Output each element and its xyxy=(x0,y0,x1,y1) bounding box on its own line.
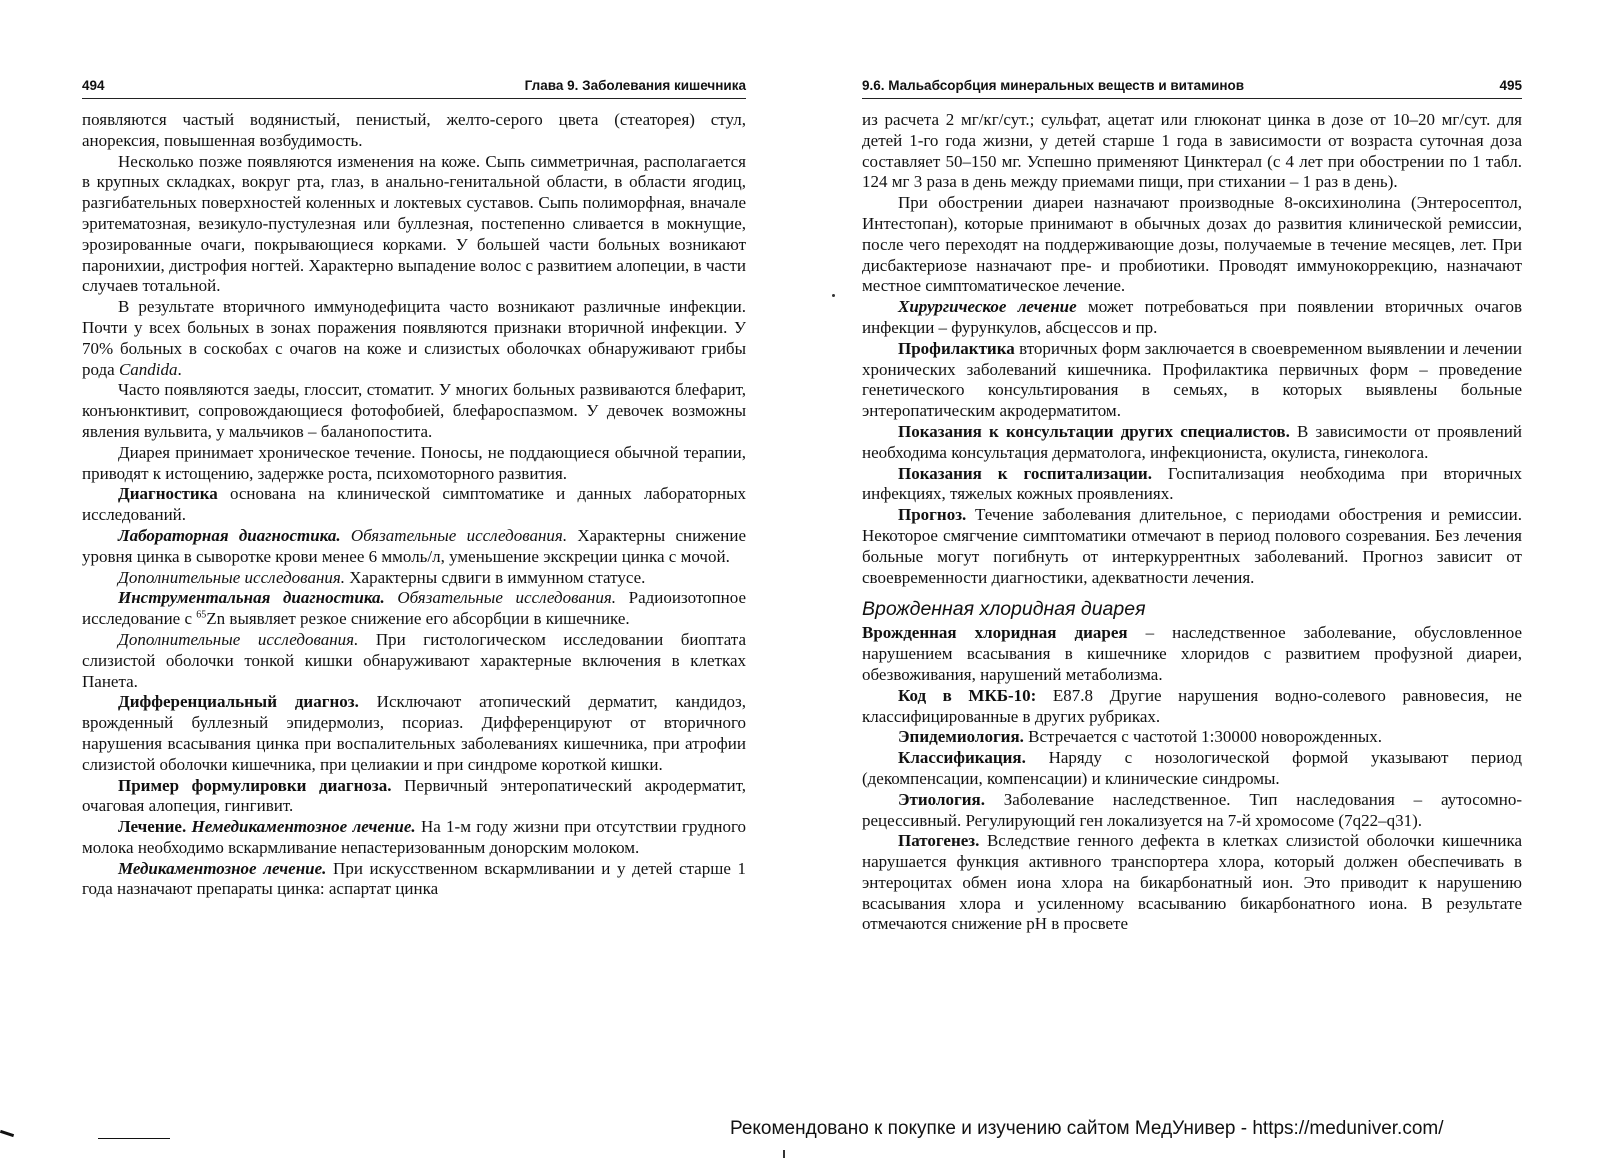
paragraph xyxy=(82,859,746,901)
text-run: Обязательные исследования. xyxy=(350,525,568,545)
text-run: При искусственном вскармливании и у детей старше 1 года назначают препараты цинка: аспартат цинка xyxy=(82,858,746,899)
superscript: 65 xyxy=(196,609,207,621)
section-heading: Врожденная хлоридная диарея xyxy=(862,598,1146,621)
text-run: Вследствие генного дефекта в клетках слизистой оболочки кишечника нарушается функция активного транспортера хлора, который должен обеспечивать в энтероцитах обмен иона хлора на бикарбонатный ион. Это приводит к нарушению всасывания хлора и усиленному всасыванию бикарбонатного иона. В результате отмечаются снижение pH в просвете xyxy=(862,831,1522,934)
paragraph xyxy=(82,817,746,859)
paragraph-lead: Профилактика xyxy=(898,338,1015,358)
paragraph xyxy=(862,339,1522,422)
left-running-title: Глава 9. Заболевания кишечника xyxy=(524,78,746,93)
text-run: Заболевание наследственное. Тип наследования – аутосомно-рецессивный. Регулирующий ген локализуется на 7-й хромосоме (7q22–q31). xyxy=(862,789,1522,830)
paragraph-lead: Показания к госпитализации. xyxy=(898,463,1152,483)
corner-mark xyxy=(0,1130,14,1137)
paragraph-lead: Диагностика xyxy=(118,484,218,504)
paragraph-lead: Дифференциальный диагноз. xyxy=(118,692,359,712)
right-text-after-heading xyxy=(862,623,1522,935)
text-run: На 1-м году жизни при отсутствии грудного молока необходимо вскармливание непастеризованным донорским молоком. xyxy=(82,817,746,857)
paragraph xyxy=(82,630,746,692)
gutter-dot xyxy=(832,294,835,297)
paragraph xyxy=(862,422,1522,464)
right-running-title: 9.6. Мальабсорбция минеральных веществ и витаминов xyxy=(862,78,1245,93)
text-run: основана на клинической симптоматике и данных лабораторных исследований. xyxy=(82,484,746,525)
paragraph xyxy=(862,297,1522,339)
paragraph-lead: Этиология. xyxy=(898,789,985,809)
paragraph xyxy=(862,686,1522,728)
text-run: Встречается с частотой 1:30000 новорожденных. xyxy=(1023,727,1383,747)
text-run: появляются частый водянистый, пенистый, желто-серого цвета (стеаторея) стул, анорексия, повышенная возбудимость. xyxy=(82,110,746,150)
paragraph xyxy=(862,727,1522,748)
paragraph-lead: Немедикаментозное лечение. xyxy=(191,817,416,837)
text-run: Течение заболевания длительное, с периодами обострения и ремиссии. Некоторое смягчение симптоматики отмечают в период полового созревания. Без лечения больные могут погибнуть от интеркуррентных заболеваний. Прогноз зависит от своевременности диагностики, адекватности лечения. xyxy=(862,505,1522,587)
text-run: Zn выявляет резкое снижение его абсорбции в кишечнике. xyxy=(206,609,630,629)
text-run: . xyxy=(177,359,182,379)
text-run: может потребоваться при появлении вторичных очагов инфекции – фурункулов, абсцессов и пр. xyxy=(862,297,1522,337)
paragraph xyxy=(862,505,1522,588)
paragraph-lead: Лабораторная диагностика. xyxy=(118,525,341,545)
left-page-number: 494 xyxy=(82,78,105,93)
text-run xyxy=(341,526,351,545)
left-page-text xyxy=(82,110,746,900)
text-run: В результате вторичного иммунодефицита часто возникают различные инфекции. Почти у всех больных в зонах поражения появляются признаки вторичной инфекции. У 70% больных в соскобах с очагов на коже и слизистых оболочках обнаруживают грибы рода xyxy=(82,297,746,379)
right-text-before-heading xyxy=(862,110,1522,588)
right-page-number: 495 xyxy=(1499,78,1522,93)
text-run: Диарея принимает хроническое течение. Поносы, не поддающиеся обычной терапии, приводят к истощению, задержке роста, психомоторного развития. xyxy=(82,442,746,483)
text-run: Наряду с нозологической формой указывают период (декомпенсации, компенсации) и клинические синдромы. xyxy=(862,748,1522,788)
paragraph-lead: Эпидемиология. xyxy=(898,727,1024,747)
text-run: Исключают атопический дерматит, кандидоз, врожденный буллезный эпидермолиз, псориаз. Дифференцируют от вторичного нарушения всасывания цинка при воспалительных заболеваниях кишечника, при атрофии слизистой оболочки кишечника, при целиакии и при синдроме короткой кишки. xyxy=(82,692,746,774)
footer-watermark-text: Рекомендовано к покупке и изучению сайтом МедУнивер - https://meduniver.com/ xyxy=(730,1118,1444,1139)
paragraph xyxy=(82,526,746,568)
paragraph xyxy=(82,776,746,818)
text-run xyxy=(385,588,398,607)
paragraph xyxy=(862,748,1522,790)
paragraph-lead: Прогноз. xyxy=(898,505,967,525)
right-running-head xyxy=(862,76,1522,99)
paragraph xyxy=(82,443,746,485)
paragraph xyxy=(82,380,746,442)
right-page-text xyxy=(862,110,1522,935)
text-run: Первичный энтеропатический акродерматит, очаговая алопеция, гингивит. xyxy=(82,775,746,816)
text-run: При обострении диареи назначают производные 8-оксихинолина (Энтеросептол, Интестопан), которые принимают в обычных дозах до развития клинической ремиссии, после чего переходят на поддерживающие дозы, получаемые в течение месяцев, лет. При дисбактериозе назначают пре- и пробиотики. Проводят иммунокоррекцию, назначают местное симптоматическое лечение. xyxy=(862,193,1522,296)
paragraph xyxy=(862,790,1522,832)
text-run: Часто появляются заеды, глоссит, стоматит. У многих больных развиваются блефарит, конъюнктивит, сопровождающиеся фотофобией, блефароспазмом. У девочек возможны явления вульвита, у мальчиков – баланопостита. xyxy=(82,380,746,441)
text-run: Дополнительные исследования. xyxy=(118,567,346,587)
left-running-head xyxy=(82,76,746,99)
paragraph xyxy=(82,110,746,152)
tiny-mark xyxy=(783,1150,785,1158)
paragraph xyxy=(82,588,746,630)
paragraph xyxy=(862,831,1522,935)
paragraph xyxy=(82,692,746,775)
text-run: вторичных форм заключается в своевременном выявлении и лечении хронических заболеваний кишечника. Профилактика первичных форм – проведение генетического консультирования в семьях, в которых выявлены больные энтеропатическим акродерматитом. xyxy=(862,338,1522,421)
paragraph-lead: Лечение. xyxy=(118,817,187,837)
paragraph xyxy=(82,297,746,380)
paragraph-lead: Врожденная хлоридная диарея xyxy=(862,623,1128,643)
text-run: E87.8 Другие нарушения водно-солевого равновесия, не классифицированные в других рубриках. xyxy=(862,685,1522,726)
paragraph xyxy=(82,484,746,526)
text-run: Госпитализация необходима при вторичных инфекциях, тяжелых кожных проявлениях. xyxy=(862,463,1522,504)
paragraph-lead: Классификация. xyxy=(898,748,1026,768)
paragraph-lead: Пример формулировки диагноза. xyxy=(118,775,392,795)
paragraph xyxy=(862,623,1522,685)
text-run: При гистологическом исследовании биоптата слизистой оболочки тонкой кишки обнаруживают характерные включения в клетках Панета. xyxy=(82,629,746,691)
paragraph-lead: Код в МКБ-10: xyxy=(898,685,1037,705)
paragraph xyxy=(82,152,746,298)
paragraph-lead: Показания к консультации других специалистов. xyxy=(898,421,1290,441)
text-run: из расчета 2 мг/кг/сут.; сульфат, ацетат или глюконат цинка в дозе от 10–20 мг/сут. для детей 1-го года жизни, у детей старше 1 года в зависимости от возраста суточная доза составляет 50–150 мг. Успешно применяют Цинктерал (с 4 лет при обострении по 1 табл. 124 мг 3 раза в день между приемами пищи, при стихании – 1 раз в день). xyxy=(862,110,1522,192)
text-run: Характерны снижение уровня цинка в сыворотке крови менее 6 ммоль/л, уменьшение экскреции цинка с мочой. xyxy=(82,525,746,566)
text-run: Радиоизотопное исследование с xyxy=(82,588,747,629)
paragraph xyxy=(862,193,1522,297)
text-run: – наследственное заболевание, обусловленное нарушением всасывания в кишечнике хлоридов с развитием профузной диареи, обезвоживания, нарушений метаболизма. xyxy=(862,623,1523,684)
paragraph-lead: Хирургическое лечение xyxy=(898,297,1077,317)
text-run: В зависимости от проявлений необходима консультация дерматолога, инфекциониста, окулиста, гинеколога. xyxy=(862,421,1522,462)
paragraph xyxy=(82,568,746,589)
paragraph-lead: Медикаментозное лечение. xyxy=(118,858,327,878)
right-page xyxy=(862,0,1522,1120)
text-run: Candida xyxy=(118,359,178,379)
text-run: Обязательные исследования. xyxy=(397,588,616,608)
paragraph xyxy=(862,464,1522,506)
text-run: Дополнительные исследования. xyxy=(118,629,359,649)
text-run: Характерны сдвиги в иммунном статусе. xyxy=(345,567,646,587)
paragraph-lead: Патогенез. xyxy=(898,831,980,851)
paragraph-lead: Инструментальная диагностика. xyxy=(118,588,385,608)
paragraph xyxy=(862,110,1522,193)
left-page xyxy=(82,0,746,1120)
text-run: Несколько позже появляются изменения на коже. Сыпь симметричная, располагается в крупных складках, вокруг рта, глаз, в анально-генитальной области, в области ягодиц, разгибательных поверхностей коленных и локтевых суставов. Сыпь полиморфная, вначале эритематозная, везикуло-пустулезная или буллезная, постепенно сливается в мокнущие, эрозированные очаги, покрывающиеся корками. У большей части больных возникают паронихии, дистрофия ногтей. Характерно выпадение волос с развитием алопеции, в части случаев тотальной. xyxy=(82,151,746,296)
bottom-rule xyxy=(98,1138,170,1139)
